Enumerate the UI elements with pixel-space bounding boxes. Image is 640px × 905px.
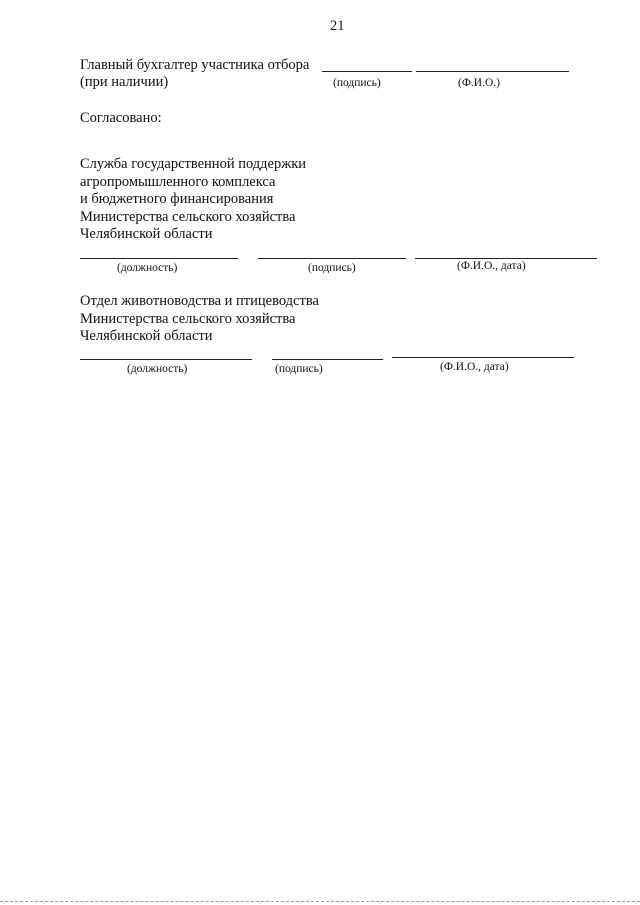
agreed-label: Согласовано: [80,110,162,126]
page-bottom-edge [0,901,640,902]
service-position-caption: (должность) [117,262,178,274]
chief-accountant-title: Главный бухгалтер участника отбора [80,57,310,73]
chief-accountant-signature-caption: (подпись) [333,77,381,89]
chief-accountant-signature-line [322,71,412,72]
livestock-signature-line [272,359,383,360]
chief-accountant-name-line [416,71,569,72]
livestock-line: Челябинской области [80,328,213,344]
service-line: Министерства сельского хозяйства [80,209,296,225]
service-line: агропромышленного комплекса [80,174,276,190]
service-line: и бюджетного финансирования [80,191,274,207]
livestock-line: Отдел животноводства и птицеводства [80,293,319,309]
livestock-position-line [80,359,252,360]
service-name-date-line [415,258,597,259]
livestock-name-date-caption: (Ф.И.О., дата) [440,361,509,373]
livestock-line: Министерства сельского хозяйства [80,311,296,327]
service-name-date-caption: (Ф.И.О., дата) [457,260,526,272]
service-line: Челябинской области [80,226,213,242]
livestock-signature-caption: (подпись) [275,363,323,375]
chief-accountant-name-caption: (Ф.И.О.) [458,77,500,89]
service-position-line [80,258,238,259]
chief-accountant-note: (при наличии) [80,74,169,90]
page-number: 21 [330,18,345,34]
service-line: Служба государственной поддержки [80,156,307,172]
service-signature-line [258,258,406,259]
livestock-name-date-line [392,357,574,358]
livestock-position-caption: (должность) [127,363,188,375]
service-signature-caption: (подпись) [308,262,356,274]
